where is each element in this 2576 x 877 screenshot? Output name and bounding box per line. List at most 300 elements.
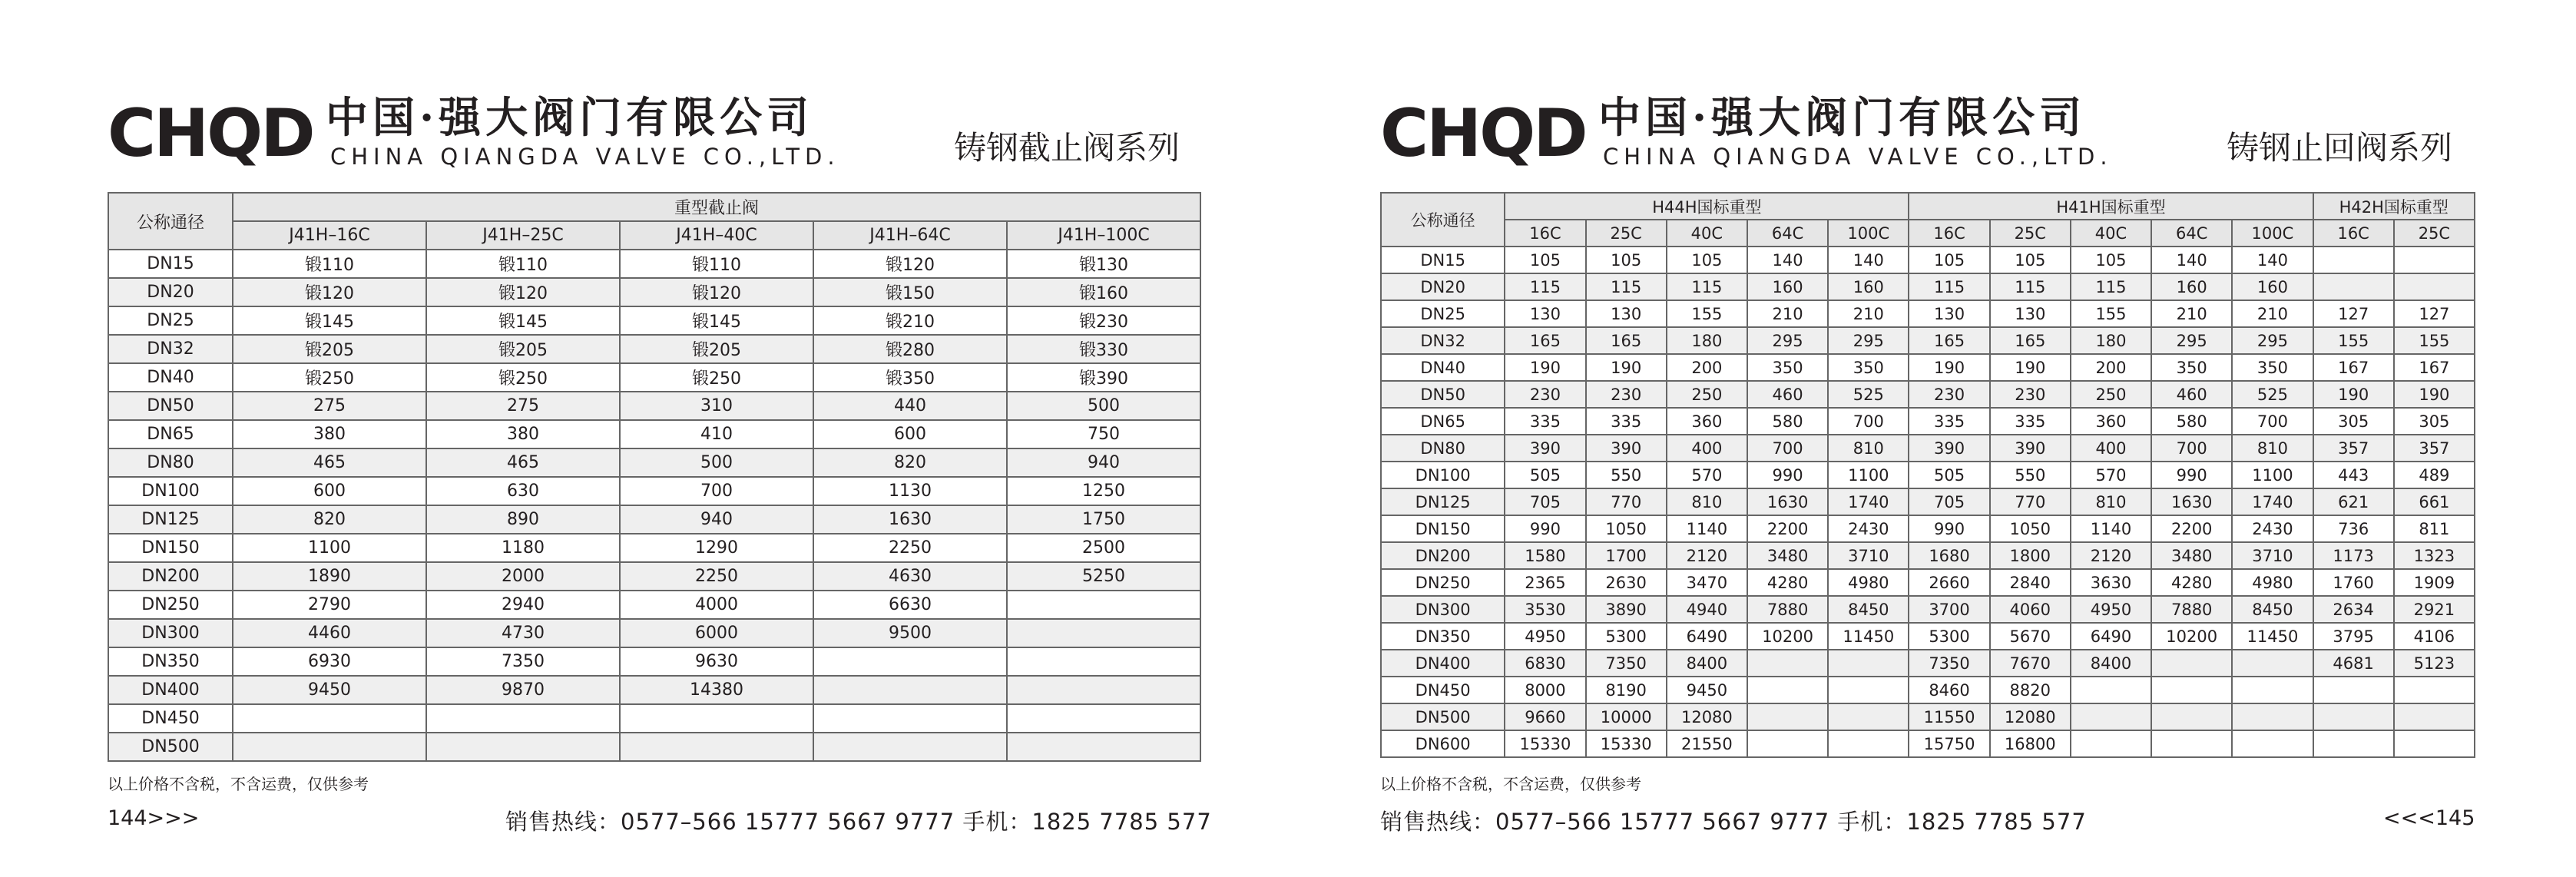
price-cell: 2634 [2313,596,2394,623]
price-cell: 5300 [1909,623,1989,650]
price-cell: 335 [1586,408,1667,435]
price-cell: 2120 [2071,542,2151,569]
price-cell [2232,703,2313,730]
price-cell: 1130 [813,477,1007,505]
price-cell: 锻145 [233,306,426,335]
price-cell: 14380 [620,676,813,704]
price-cell: 621 [2313,488,2394,515]
table-row [108,278,1200,306]
price-cell: 锻205 [233,335,426,363]
price-cell: 9500 [813,619,1007,647]
price-cell: 115 [1505,273,1585,300]
price-cell: 4106 [2394,623,2475,650]
price-cell [2071,703,2151,730]
price-cell: 1800 [1990,542,2071,569]
nominal-diameter-cell: DN125 [1381,488,1505,515]
price-cell: 5670 [1990,623,2071,650]
pressure-header: 100C [1828,220,1909,247]
price-cell: 8460 [1909,677,1989,703]
price-cell: 390 [1586,435,1667,462]
price-cell: 1909 [2394,569,2475,596]
price-cell: 165 [1586,327,1667,354]
price-cell: 390 [1505,435,1585,462]
price-cell: 230 [1505,381,1585,408]
nominal-diameter-cell: DN20 [1381,273,1505,300]
company-logo: CHQD [1380,95,1586,172]
price-cell: 810 [1667,488,1747,515]
price-cell [2394,273,2475,300]
pressure-header: 40C [1667,220,1747,247]
price-cell: 350 [1747,354,1828,381]
price-cell: 11550 [1909,703,1989,730]
price-cell: 190 [1990,354,2071,381]
nominal-diameter-cell: DN32 [1381,327,1505,354]
price-cell: 140 [2151,247,2232,273]
price-cell: 2430 [1828,515,1909,542]
price-cell: 1180 [426,534,620,562]
price-cell: 11450 [2232,623,2313,650]
price-cell: 505 [1505,462,1585,488]
price-cell [2394,677,2475,703]
price-cell: 505 [1909,462,1989,488]
nominal-diameter-cell: DN80 [108,448,233,477]
price-cell: 770 [1586,488,1667,515]
price-cell [2232,677,2313,703]
price-cell: 21550 [1667,730,1747,757]
price-cell: 890 [426,505,620,534]
price-cell: 167 [2394,354,2475,381]
price-cell: 15330 [1505,730,1585,757]
price-cell: 1740 [2232,488,2313,515]
price-cell: 250 [1667,381,1747,408]
table-row [1381,300,2475,327]
nominal-diameter-cell: DN125 [108,505,233,534]
price-cell: 7350 [1909,650,1989,677]
price-cell: 440 [813,392,1007,420]
price-cell: 380 [426,420,620,448]
price-cell: 180 [1667,327,1747,354]
price-cell: 2660 [1909,569,1989,596]
price-cell: 335 [1909,408,1989,435]
price-cell: 115 [1586,273,1667,300]
price-note: 以上价格不含税，不含运费，仅供参考 [1380,775,1641,793]
table-row [108,619,1200,647]
table-row [108,335,1200,363]
price-cell: 3700 [1909,596,1989,623]
price-cell: 1050 [1990,515,2071,542]
price-cell: 165 [1990,327,2071,354]
nominal-diameter-cell: DN200 [108,562,233,591]
price-cell: 9870 [426,676,620,704]
price-cell: 1890 [233,562,426,591]
price-cell: 410 [620,420,813,448]
price-cell: 357 [2313,435,2394,462]
table-row [108,676,1200,704]
price-cell: 465 [233,448,426,477]
price-cell: 11450 [1828,623,1909,650]
price-cell: 2840 [1990,569,2071,596]
price-cell: 6490 [1667,623,1747,650]
price-cell: 130 [1586,300,1667,327]
price-cell: 811 [2394,515,2475,542]
price-cell: 8450 [1828,596,1909,623]
company-name-en: CHINA QIANGDA VALVE CO.,LTD. [1603,144,2113,170]
price-cell [620,733,813,761]
price-cell: 1290 [620,534,813,562]
nominal-diameter-cell: DN25 [1381,300,1505,327]
page-number: 144>>> [108,806,200,830]
price-cell: 1173 [2313,542,2394,569]
price-cell: 8400 [1667,650,1747,677]
series-title: 铸钢截止阀系列 [954,129,1180,167]
price-cell: 105 [1505,247,1585,273]
price-cell [813,676,1007,704]
price-cell [426,733,620,761]
price-cell: 390 [1990,435,2071,462]
price-cell: 4280 [2151,569,2232,596]
price-cell: 1680 [1909,542,1989,569]
table-row [1381,435,2475,462]
price-cell: 700 [2232,408,2313,435]
price-cell [2232,650,2313,677]
table-row [1381,327,2475,354]
price-cell [2151,703,2232,730]
nominal-diameter-cell: DN200 [1381,542,1505,569]
pressure-header: 40C [2071,220,2151,247]
nominal-diameter-cell: DN150 [108,534,233,562]
price-cell: 230 [1990,381,2071,408]
price-cell: 295 [2151,327,2232,354]
nominal-diameter-cell: DN450 [1381,677,1505,703]
sales-hotline: 销售热线：0577–566 15777 5667 9777 手机：1825 7785 577 [1380,809,2087,835]
price-cell: 105 [1909,247,1989,273]
price-cell [1828,650,1909,677]
price-cell: 锻130 [1007,250,1200,278]
table-row [108,704,1200,733]
price-cell: 500 [1007,392,1200,420]
price-cell: 465 [426,448,620,477]
price-cell: 940 [1007,448,1200,477]
pressure-header: 25C [2394,220,2475,247]
nominal-diameter-cell: DN250 [108,591,233,619]
price-cell: 275 [233,392,426,420]
page-number: <<<145 [2383,806,2475,830]
price-cell: 4980 [2232,569,2313,596]
price-cell: 810 [2232,435,2313,462]
price-cell: 700 [1828,408,1909,435]
price-cell: 210 [2151,300,2232,327]
price-cell [1007,676,1200,704]
table-row [1381,273,2475,300]
price-table-globe-valve [108,192,1201,762]
pressure-header: 25C [1990,220,2071,247]
price-cell [1747,650,1828,677]
price-cell [2071,730,2151,757]
price-cell [2394,703,2475,730]
price-cell: 2000 [426,562,620,591]
price-cell: 350 [2232,354,2313,381]
price-cell: 230 [1586,381,1667,408]
price-cell: 130 [1505,300,1585,327]
company-name-cn: 中国·强大阀门有限公司 [326,92,814,142]
price-cell: 115 [1990,273,2071,300]
price-cell [2394,247,2475,273]
price-cell: 295 [1828,327,1909,354]
table-group-header: H44H国标重型 [1505,193,1909,220]
nominal-diameter-cell: DN15 [108,250,233,278]
price-cell: 2120 [1667,542,1747,569]
price-cell: 310 [620,392,813,420]
price-cell: 460 [2151,381,2232,408]
table-row [108,306,1200,335]
price-cell: 250 [2071,381,2151,408]
table-row [108,477,1200,505]
price-cell: 130 [1990,300,2071,327]
pressure-header: 16C [2313,220,2394,247]
price-cell: 3710 [2232,542,2313,569]
price-cell: 锻160 [1007,278,1200,306]
table-row [108,733,1200,761]
nominal-diameter-cell: DN40 [108,363,233,392]
price-cell: 140 [2232,247,2313,273]
price-cell: 105 [1667,247,1747,273]
price-cell: 295 [2232,327,2313,354]
price-cell: 105 [1586,247,1667,273]
price-cell: 8190 [1586,677,1667,703]
price-cell: 3710 [1828,542,1909,569]
price-cell: 6630 [813,591,1007,619]
price-cell: 8400 [2071,650,2151,677]
price-cell: 305 [2313,408,2394,435]
price-cell: 锻330 [1007,335,1200,363]
nominal-diameter-cell: DN100 [108,477,233,505]
series-title: 铸钢止回阀系列 [2227,129,2453,167]
pressure-header: 16C [1505,220,1585,247]
nominal-diameter-cell: DN65 [1381,408,1505,435]
price-cell: 1750 [1007,505,1200,534]
price-cell: 3480 [2151,542,2232,569]
table-row [108,647,1200,676]
catalog-page-right [1288,0,2576,877]
price-cell: 锻110 [426,250,620,278]
price-cell: 115 [1667,273,1747,300]
price-cell: 锻120 [813,250,1007,278]
table-row [108,562,1200,591]
price-cell [2313,247,2394,273]
model-header: J41H–100C [1007,221,1200,250]
price-cell: 2200 [2151,515,2232,542]
price-cell: 105 [1990,247,2071,273]
price-cell: 2940 [426,591,620,619]
nominal-diameter-cell: DN300 [108,619,233,647]
price-cell: 4630 [813,562,1007,591]
price-cell: 335 [1505,408,1585,435]
price-cell: 2790 [233,591,426,619]
price-cell: 7880 [2151,596,2232,623]
nominal-diameter-cell: DN15 [1381,247,1505,273]
price-cell: 155 [2313,327,2394,354]
price-cell: 460 [1747,381,1828,408]
price-cell: 4000 [620,591,813,619]
price-cell: 190 [2394,381,2475,408]
price-cell: 1050 [1586,515,1667,542]
table-row [108,420,1200,448]
pressure-header: 64C [1747,220,1828,247]
price-cell: 180 [2071,327,2151,354]
nominal-diameter-cell: DN500 [1381,703,1505,730]
price-cell: 3795 [2313,623,2394,650]
price-cell: 940 [620,505,813,534]
price-cell: 锻250 [426,363,620,392]
table-group-header: 重型截止阀 [233,193,1200,221]
price-cell [1007,619,1200,647]
price-cell: 489 [2394,462,2475,488]
table-corner-header: 公称通径 [1381,193,1505,247]
price-cell: 190 [2313,381,2394,408]
price-cell: 1630 [813,505,1007,534]
price-cell: 1740 [1828,488,1909,515]
price-cell: 锻210 [813,306,1007,335]
table-row [1381,354,2475,381]
nominal-diameter-cell: DN350 [108,647,233,676]
price-cell: 810 [2071,488,2151,515]
price-cell: 12080 [1990,703,2071,730]
price-cell: 2500 [1007,534,1200,562]
price-cell: 400 [1667,435,1747,462]
price-cell: 4940 [1667,596,1747,623]
price-cell [2313,730,2394,757]
price-cell [813,704,1007,733]
price-cell: 2250 [813,534,1007,562]
price-cell: 10200 [1747,623,1828,650]
price-cell: 350 [2151,354,2232,381]
price-cell: 130 [1909,300,1989,327]
price-cell [2151,730,2232,757]
price-cell: 160 [1828,273,1909,300]
price-cell: 4950 [2071,596,2151,623]
price-cell: 750 [1007,420,1200,448]
price-cell [2394,730,2475,757]
table-row [108,591,1200,619]
price-cell [2232,730,2313,757]
price-cell: 400 [2071,435,2151,462]
nominal-diameter-cell: DN300 [1381,596,1505,623]
price-cell: 8000 [1505,677,1585,703]
price-cell: 155 [2394,327,2475,354]
price-cell: 锻390 [1007,363,1200,392]
pressure-header: 64C [2151,220,2232,247]
price-cell: 165 [1505,327,1585,354]
price-cell [1747,703,1828,730]
price-cell: 990 [1747,462,1828,488]
price-cell: 锻205 [426,335,620,363]
price-cell: 500 [620,448,813,477]
price-cell: 锻250 [620,363,813,392]
price-cell: 锻120 [233,278,426,306]
price-cell: 6490 [2071,623,2151,650]
price-cell: 锻250 [233,363,426,392]
price-cell: 380 [233,420,426,448]
price-cell: 165 [1909,327,1989,354]
table-group-header: H42H国标重型 [2313,193,2475,220]
price-cell: 5123 [2394,650,2475,677]
price-cell: 105 [2071,247,2151,273]
nominal-diameter-cell: DN400 [108,676,233,704]
price-cell: 200 [1667,354,1747,381]
price-cell: 700 [620,477,813,505]
price-cell: 锻145 [426,306,620,335]
price-cell: 8450 [2232,596,2313,623]
pressure-header: 16C [1909,220,1989,247]
nominal-diameter-cell: DN20 [108,278,233,306]
price-cell [1747,677,1828,703]
price-cell: 190 [1505,354,1585,381]
nominal-diameter-cell: DN65 [108,420,233,448]
price-cell: 820 [813,448,1007,477]
price-cell: 630 [426,477,620,505]
price-cell: 2365 [1505,569,1585,596]
price-cell [2151,650,2232,677]
price-cell [1007,733,1200,761]
price-cell: 1100 [2232,462,2313,488]
price-cell: 190 [1909,354,1989,381]
price-cell: 160 [2232,273,2313,300]
nominal-diameter-cell: DN250 [1381,569,1505,596]
price-cell: 990 [1909,515,1989,542]
price-cell: 2430 [2232,515,2313,542]
price-cell: 295 [1747,327,1828,354]
price-cell: 600 [813,420,1007,448]
price-cell: 4280 [1747,569,1828,596]
price-cell: 990 [2151,462,2232,488]
table-row [1381,247,2475,273]
price-cell: 550 [1586,462,1667,488]
price-cell: 4060 [1990,596,2071,623]
price-cell: 140 [1828,247,1909,273]
pressure-header: 100C [2232,220,2313,247]
price-cell [1007,591,1200,619]
price-cell [2071,677,2151,703]
price-cell: 5250 [1007,562,1200,591]
nominal-diameter-cell: DN50 [1381,381,1505,408]
price-cell: 990 [1505,515,1585,542]
price-cell: 6930 [233,647,426,676]
price-cell: 770 [1990,488,2071,515]
price-cell: 140 [1747,247,1828,273]
price-cell: 锻120 [620,278,813,306]
table-row [1381,542,2475,569]
price-cell: 7350 [1586,650,1667,677]
price-cell [1747,730,1828,757]
model-header: J41H–40C [620,221,813,250]
price-cell: 锻150 [813,278,1007,306]
table-row [1381,515,2475,542]
price-cell [426,704,620,733]
nominal-diameter-cell: DN80 [1381,435,1505,462]
price-cell: 1630 [1747,488,1828,515]
price-cell: 3470 [1667,569,1747,596]
table-row [1381,650,2475,677]
price-cell [2313,677,2394,703]
price-cell: 580 [2151,408,2232,435]
price-cell: 3890 [1586,596,1667,623]
price-cell: 3630 [2071,569,2151,596]
price-cell: 160 [1747,273,1828,300]
price-cell: 7350 [426,647,620,676]
price-cell: 167 [2313,354,2394,381]
price-cell: 3530 [1505,596,1585,623]
price-cell [813,733,1007,761]
